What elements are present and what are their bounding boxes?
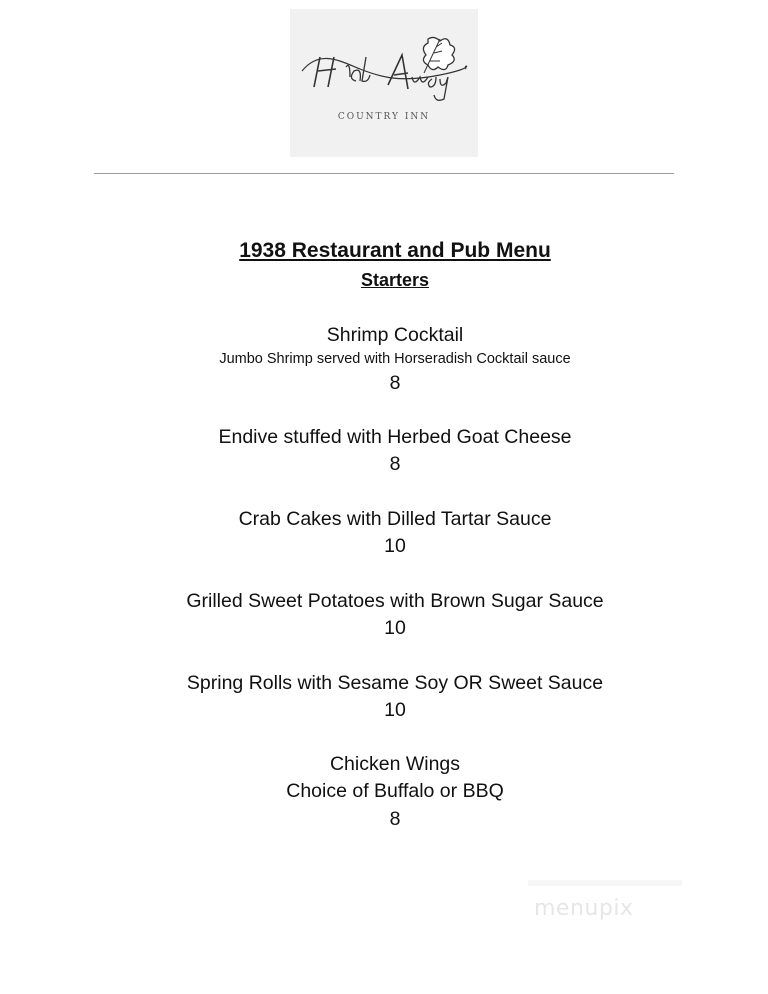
section-title-starters: Starters bbox=[360, 270, 430, 290]
header-divider bbox=[94, 173, 674, 174]
menu-item-name: Spring Rolls with Sesame Soy OR Sweet Sauce bbox=[186, 672, 604, 694]
hideaway-logo-graphic bbox=[290, 9, 478, 157]
menu-item-price: 8 bbox=[389, 372, 401, 394]
menupix-watermark: menupix bbox=[534, 896, 634, 921]
menu-item-name: Grilled Sweet Potatoes with Brown Sugar Sauce bbox=[186, 590, 604, 612]
menu-item-price: 10 bbox=[384, 699, 406, 721]
menu-title: 1938 Restaurant and Pub Menu bbox=[239, 239, 551, 262]
menu-item-name: Shrimp Cocktail bbox=[326, 324, 464, 346]
inn-logo bbox=[290, 9, 478, 157]
menu-item-price: 8 bbox=[389, 808, 401, 830]
logo-subtitle: COUNTRY INN bbox=[337, 112, 431, 122]
menu-item-name: Endive stuffed with Herbed Goat Cheese bbox=[218, 426, 572, 448]
watermark-decoration bbox=[528, 880, 682, 886]
menu-item-name: Crab Cakes with Dilled Tartar Sauce bbox=[238, 508, 552, 530]
menu-item-description: Choice of Buffalo or BBQ bbox=[286, 780, 504, 802]
menu-item-name: Chicken Wings bbox=[329, 753, 461, 775]
menu-item-price: 10 bbox=[384, 617, 406, 639]
menu-item-price: 8 bbox=[389, 453, 401, 475]
menu-item-price: 10 bbox=[384, 535, 406, 557]
menu-item-description: Jumbo Shrimp served with Horseradish Cocktail sauce bbox=[219, 351, 571, 367]
